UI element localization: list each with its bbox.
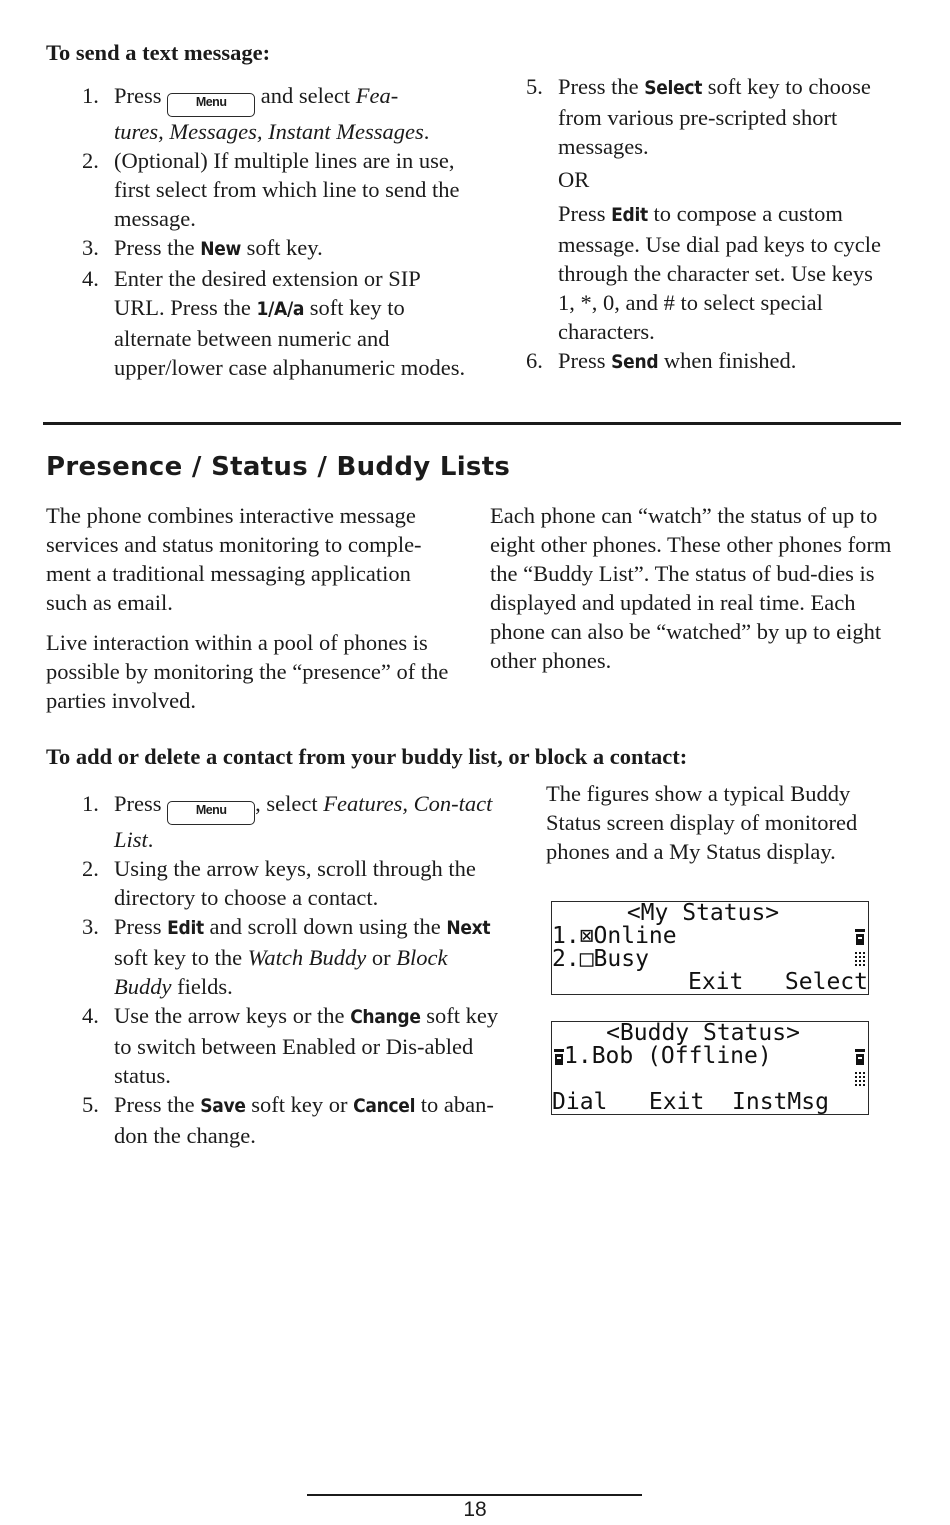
softkey-name: New bbox=[200, 238, 242, 260]
lcd-blank-line bbox=[552, 1068, 868, 1091]
lcd-line: 2.□Busy bbox=[552, 946, 649, 972]
lcd-softkeys: Dial Exit InstMsg bbox=[552, 1089, 829, 1115]
menu-path: Features, Con-tact List bbox=[114, 791, 493, 852]
softkey-name: Change bbox=[350, 1006, 421, 1028]
list-item: OR bbox=[558, 167, 590, 192]
buddy-heading: To add or delete a contact from your buddy list, or block a contact: bbox=[46, 744, 688, 769]
list-item: 6. Press Send when finished. bbox=[526, 348, 797, 373]
paragraph: The phone combines interactive message services and status monitoring to comple-ment a traditional messaging application such as email. bbox=[46, 503, 422, 615]
softkey-name: Cancel bbox=[353, 1095, 416, 1117]
list-item: 5. Press the Save soft key or Cancel to aban-don the change. bbox=[82, 1092, 494, 1148]
list-item: 2. (Optional) If multiple lines are in use, first select from which line to send the message. bbox=[82, 148, 460, 231]
list-item: 3. Press Edit and scroll down using the Next soft key to the Watch Buddy or Block Buddy fields. bbox=[82, 914, 491, 999]
page-number: 18 bbox=[463, 1498, 487, 1521]
send-text-steps-left bbox=[46, 81, 466, 382]
lcd-line: 1.⊠Online bbox=[552, 923, 677, 949]
send-text-steps-right bbox=[490, 72, 890, 377]
menu-path: Fea- tures, Messages, Instant Messages bbox=[114, 83, 424, 144]
menu-key-icon: Menu bbox=[167, 93, 255, 117]
handset-icon bbox=[854, 928, 866, 946]
lcd-my-status bbox=[551, 901, 869, 995]
list-item: 1. Press Menu and select Fea- tures, Messages, Instant Messages. bbox=[82, 83, 430, 144]
list-item: 3. Press the New soft key. bbox=[82, 235, 323, 260]
buddy-phone-icon bbox=[553, 1048, 565, 1066]
list-item: 2. Using the arrow keys, scroll through the directory to choose a contact. bbox=[82, 856, 476, 910]
softkey-name: Save bbox=[200, 1095, 246, 1117]
paragraph: Live interaction within a pool of phones is possible by monitoring the “presence” of the parties involved. bbox=[46, 630, 449, 713]
section-divider bbox=[43, 422, 901, 425]
presence-left-column bbox=[46, 501, 456, 726]
softkey-name: Edit bbox=[611, 204, 648, 226]
list-item: 1. Press Menu , select Features, Con-tact List. bbox=[82, 791, 493, 852]
paragraph: Each phone can “watch” the status of up to eight other phones. These other phones form the “Buddy List”. The status of bud-dies is displayed and updated in real time. Each phone can also be “watched” by up to eight other phones. bbox=[490, 503, 892, 673]
list-item: Press Edit to compose a custom message. Use dial pad keys to cycle through the character set. Use keys 1, *, 0, and # to select special characters. bbox=[558, 201, 882, 344]
lcd-title: <My Status> bbox=[626, 901, 780, 926]
keypad-icon bbox=[854, 1071, 866, 1089]
list-item: 5. Press the Select soft key to choose from various pre-scripted short messages. bbox=[526, 74, 871, 159]
lcd-buddy-status bbox=[551, 1021, 869, 1115]
list-item: 4. Use the arrow keys or the Change soft key to switch between Enabled or Dis-abled status. bbox=[82, 1003, 499, 1088]
softkey-name: Send bbox=[611, 351, 659, 373]
lcd-softkeys: Exit Select bbox=[687, 969, 868, 995]
footer-rule bbox=[307, 1494, 642, 1496]
keypad-icon bbox=[854, 951, 866, 969]
menu-key-icon: Menu bbox=[167, 801, 255, 825]
softkey-name: Next bbox=[446, 917, 491, 939]
handset-icon bbox=[854, 1048, 866, 1066]
figure-caption: The figures show a typical Buddy Status screen display of monitored phones and a My Status display. bbox=[546, 781, 858, 864]
softkey-name: Edit bbox=[167, 917, 204, 939]
list-item: 4. Enter the desired extension or SIP URL. Press the 1/A/a soft key to alternate between numeric and upper/lower case alphanumeric modes. bbox=[82, 266, 466, 380]
lcd-line: 1.Bob (Offline) bbox=[564, 1043, 772, 1069]
softkey-name: Select bbox=[644, 77, 703, 99]
lcd-title: <Buddy Status> bbox=[606, 1021, 800, 1046]
section-title: Presence / Status / Buddy Lists bbox=[46, 452, 511, 482]
send-text-heading: To send a text message: bbox=[46, 40, 271, 65]
presence-right-column bbox=[490, 501, 900, 686]
softkey-name: 1/A/a bbox=[256, 298, 305, 320]
buddy-steps bbox=[46, 789, 508, 1150]
